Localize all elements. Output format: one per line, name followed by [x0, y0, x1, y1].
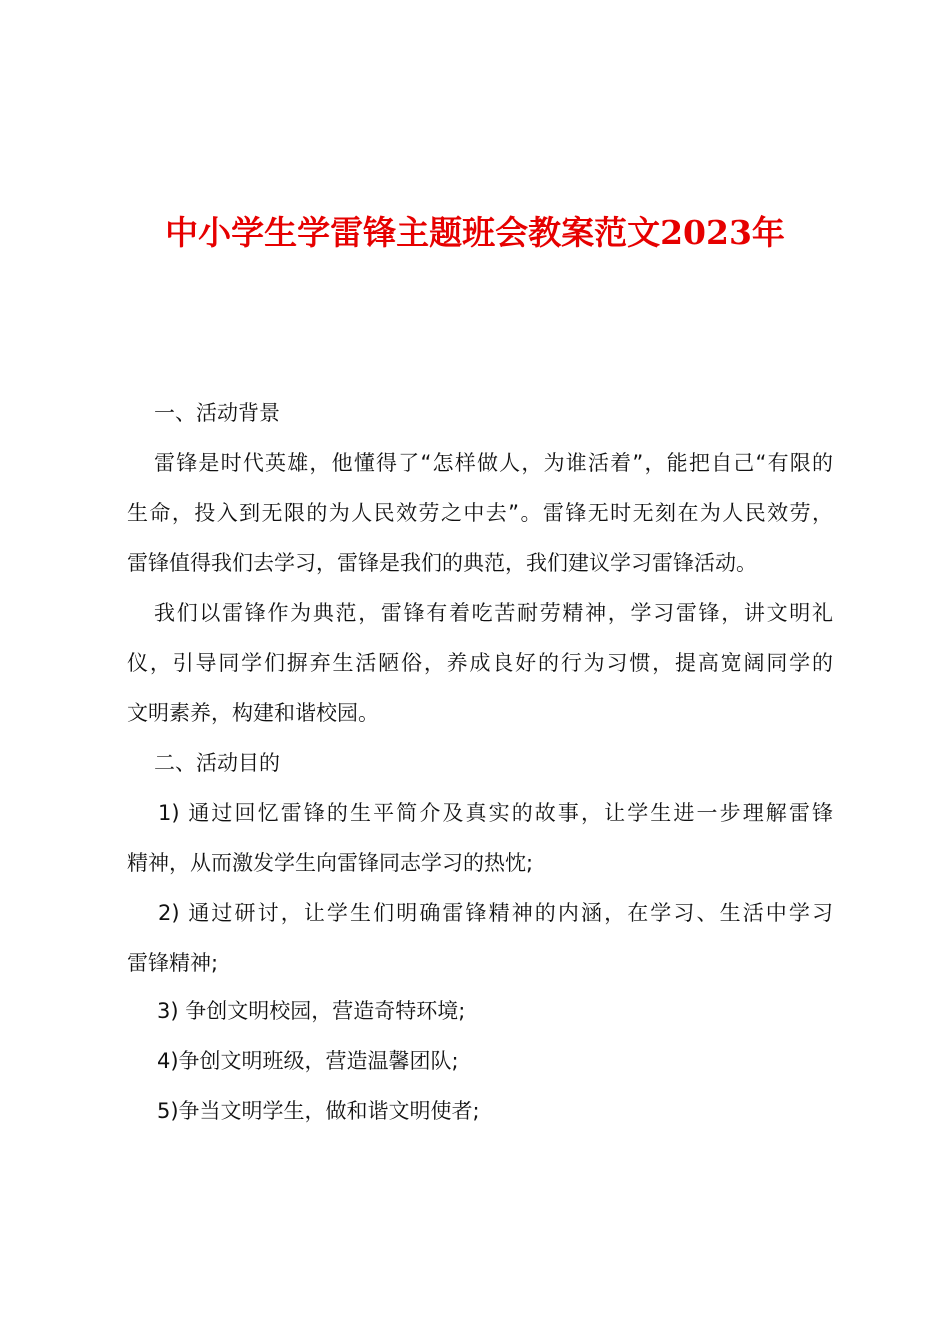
list-item-line: 雷锋精神; — [127, 951, 219, 975]
list-item-line: 1) 通过回忆雷锋的生平简介及真实的故事，让学生进一步理解雷锋 — [158, 801, 833, 825]
document-title: 中小学生学雷锋主题班会教案范文2023年 — [165, 213, 785, 252]
paragraph-line: 雷锋是时代英雄，他懂得了“怎样做人，为谁活着”，能把自己“有限的 — [154, 451, 833, 475]
list-item-line: 2) 通过研讨，让学生们明确雷锋精神的内涵，在学习、生活中学习 — [158, 901, 833, 925]
paragraph-line: 雷锋值得我们去学习，雷锋是我们的典范，我们建议学习雷锋活动。 — [127, 551, 757, 575]
heading-activity-purpose: 二、活动目的 — [154, 751, 280, 775]
list-item-line: 精神，从而激发学生向雷锋同志学习的热忱; — [127, 851, 534, 875]
list-item-line: 5)争当文明学生，做和谐文明使者; — [157, 1099, 480, 1123]
paragraph-line: 仪，引导同学们摒弃生活陋俗，养成良好的行为习惯，提高宽阔同学的 — [127, 651, 833, 675]
paragraph-line: 文明素养，构建和谐校园。 — [127, 701, 379, 725]
list-item-line: 4)争创文明班级，营造温馨团队; — [157, 1049, 459, 1073]
heading-activity-background: 一、活动背景 — [154, 401, 280, 425]
list-item-line: 3) 争创文明校园，营造奇特环境; — [157, 999, 466, 1023]
paragraph-line: 生命，投入到无限的为人民效劳之中去”。雷锋无时无刻在为人民效劳， — [127, 501, 833, 525]
paragraph-line: 我们以雷锋作为典范，雷锋有着吃苦耐劳精神，学习雷锋，讲文明礼 — [154, 601, 833, 625]
